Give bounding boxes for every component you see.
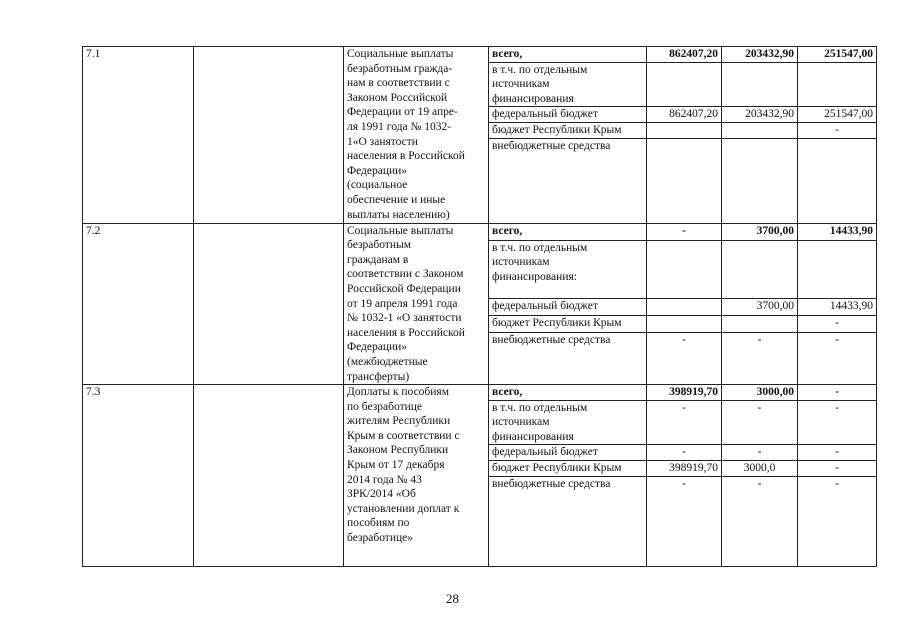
value-cell: - [647, 333, 722, 385]
source-label: внебюджетные средства [489, 138, 647, 223]
row-number: 7.3 [83, 385, 194, 567]
table-row [83, 385, 877, 401]
source-label: всего, [489, 385, 647, 401]
source-label: бюджет Республики Крым [489, 122, 647, 138]
empty-cell [194, 223, 344, 385]
value-cell [722, 122, 798, 138]
source-label: бюджет Республики Крым [489, 315, 647, 332]
value-cell [722, 240, 798, 298]
source-label: федеральный бюджет [489, 107, 647, 123]
source-label: всего, [489, 223, 647, 240]
value-cell [647, 122, 722, 138]
value-cell [722, 62, 798, 107]
value-cell: 3700,00 [722, 223, 798, 240]
value-cell: 3000,0 [722, 461, 798, 477]
value-cell: - [798, 385, 877, 401]
empty-cell [194, 385, 344, 567]
value-cell: - [722, 445, 798, 461]
value-cell [647, 138, 722, 223]
value-cell: - [647, 476, 722, 566]
value-cell: 251547,00 [798, 107, 877, 123]
source-label: в т.ч. по отдельным источникам финансирования [489, 62, 647, 107]
value-cell: 862407,20 [647, 107, 722, 123]
value-cell: - [647, 445, 722, 461]
value-cell: 398919,70 [647, 461, 722, 477]
row-number: 7.2 [83, 223, 194, 385]
value-cell [798, 240, 877, 298]
value-cell [647, 62, 722, 107]
source-label: в т.ч. по отдельным источникам финансирования [489, 400, 647, 445]
value-cell [647, 240, 722, 298]
value-cell [722, 315, 798, 332]
table-row [83, 47, 877, 63]
source-label: в т.ч. по отдельным источникам финансирования: [489, 240, 647, 298]
value-cell [798, 62, 877, 107]
value-cell [647, 315, 722, 332]
value-cell: 3000,00 [722, 385, 798, 401]
value-cell [798, 138, 877, 223]
table-row [83, 223, 877, 240]
value-cell: - [798, 400, 877, 445]
value-cell: - [647, 223, 722, 240]
source-label: внебюджетные средства [489, 333, 647, 385]
source-label: бюджет Республики Крым [489, 461, 647, 477]
row-description: Социальные выплаты безработным гражданам в соответствии с Законом Российской Федерации от 19 апреля 1991 года № 1032-1 «О занятости населения в Российской Федерации» (межбюджетные трансферты) [344, 223, 489, 385]
source-label: всего, [489, 47, 647, 63]
value-cell: - [798, 333, 877, 385]
empty-cell [194, 47, 344, 224]
value-cell: 203432,90 [722, 47, 798, 63]
value-cell: 14433,90 [798, 298, 877, 315]
row-description: Социальные выплаты безработным гражда- нам в соответствии с Законом Российской Федерации от 19 апре- ля 1991 года № 1032- 1«О занятости населения в Российской Федерации» (социальное обеспечение и иные выплаты населению) [344, 47, 489, 224]
value-cell: - [722, 476, 798, 566]
row-description: Доплаты к пособиям по безработице жителям Республики Крым в соответствии с Законом Республики Крым от 17 декабря 2014 года № 43 ЗРК/2014 «Об установлении доплат к пособиям по безработице» [344, 385, 489, 567]
source-label: федеральный бюджет [489, 298, 647, 315]
value-cell: - [722, 333, 798, 385]
value-cell [647, 298, 722, 315]
value-cell: 862407,20 [647, 47, 722, 63]
row-number: 7.1 [83, 47, 194, 224]
source-label: федеральный бюджет [489, 445, 647, 461]
page-number: 28 [446, 591, 459, 606]
value-cell [722, 138, 798, 223]
source-label: внебюджетные средства [489, 476, 647, 566]
value-cell: 398919,70 [647, 385, 722, 401]
value-cell: - [798, 122, 877, 138]
value-cell: 3700,00 [722, 298, 798, 315]
value-cell: - [798, 315, 877, 332]
value-cell: 14433,90 [798, 223, 877, 240]
value-cell: - [798, 461, 877, 477]
budget-table [82, 46, 877, 567]
value-cell: 251547,00 [798, 47, 877, 63]
value-cell: - [647, 400, 722, 445]
value-cell: - [798, 445, 877, 461]
value-cell: 203432,90 [722, 107, 798, 123]
value-cell: - [798, 476, 877, 566]
value-cell: - [722, 400, 798, 445]
